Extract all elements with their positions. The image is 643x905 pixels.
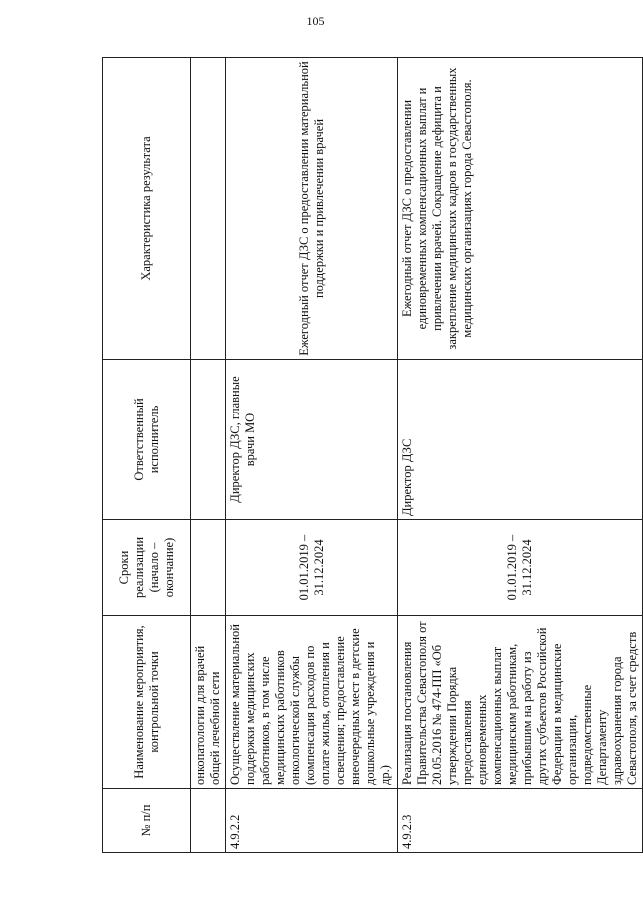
table-row	[226, 58, 398, 853]
carryover-dates	[191, 520, 226, 616]
row-name: Реализация постановления Правительства Севастополя от 20.05.2016 № 474-ПП «Об утверждении Порядка предоставления единовременных компенсационных выплат медицинским работникам, прибывшим на работу из других субъектов Российской Федерации в медицинские организации, подведомственные Департаменту здравоохранения города Севастополя, за счет средств	[398, 616, 643, 789]
row-result: Ежегодный отчет ДЗС о предоставлении материальной поддержки и привлечении врачей	[226, 58, 398, 360]
rotated-table-container	[102, 58, 639, 853]
carryover-executor	[191, 360, 226, 520]
row-num: 4.9.2.2	[226, 789, 398, 853]
row-num: 4.9.2.3	[398, 789, 643, 853]
row-dates: 01.01.2019 – 31.12.2024	[226, 520, 398, 616]
row-result: Ежегодный отчет ДЗС о предоставлении единовременных компенсационных выплат и привлечении врачей. Сокращение дефицита и закрепление медицинских кадров в государственных медицинских организациях города Севастополя.	[398, 58, 643, 360]
activities-table	[102, 57, 643, 853]
header-name: Наименование мероприятия, контрольной точки	[103, 616, 191, 789]
row-dates: 01.01.2019 – 31.12.2024	[398, 520, 643, 616]
header-dates: Сроки реализации (начало – окончание)	[103, 520, 191, 616]
header-row	[103, 58, 191, 853]
row-executor: Директор ДЗС	[398, 360, 643, 520]
row-name: Осуществление материальной поддержки медицинских работников, в том числе медицинских работников онкологической службы (компенсация расходов по оплате жилья, отопления и освещения; предоставление внеочередных мест в детские дошкольные учреждения и др.)	[226, 616, 398, 789]
carryover-name: онкопатологии для врачей общей лечебной сети	[191, 616, 226, 789]
table-row	[398, 58, 643, 853]
row-executor: Директор ДЗС, главные врачи МО	[226, 360, 398, 520]
header-num: № п/п	[103, 789, 191, 853]
page-number: 105	[306, 14, 325, 28]
carryover-num	[191, 789, 226, 853]
header-result: Характеристика результата	[103, 58, 191, 360]
header-executor: Ответственный исполнитель	[103, 360, 191, 520]
carryover-row	[191, 58, 226, 853]
carryover-result	[191, 58, 226, 360]
